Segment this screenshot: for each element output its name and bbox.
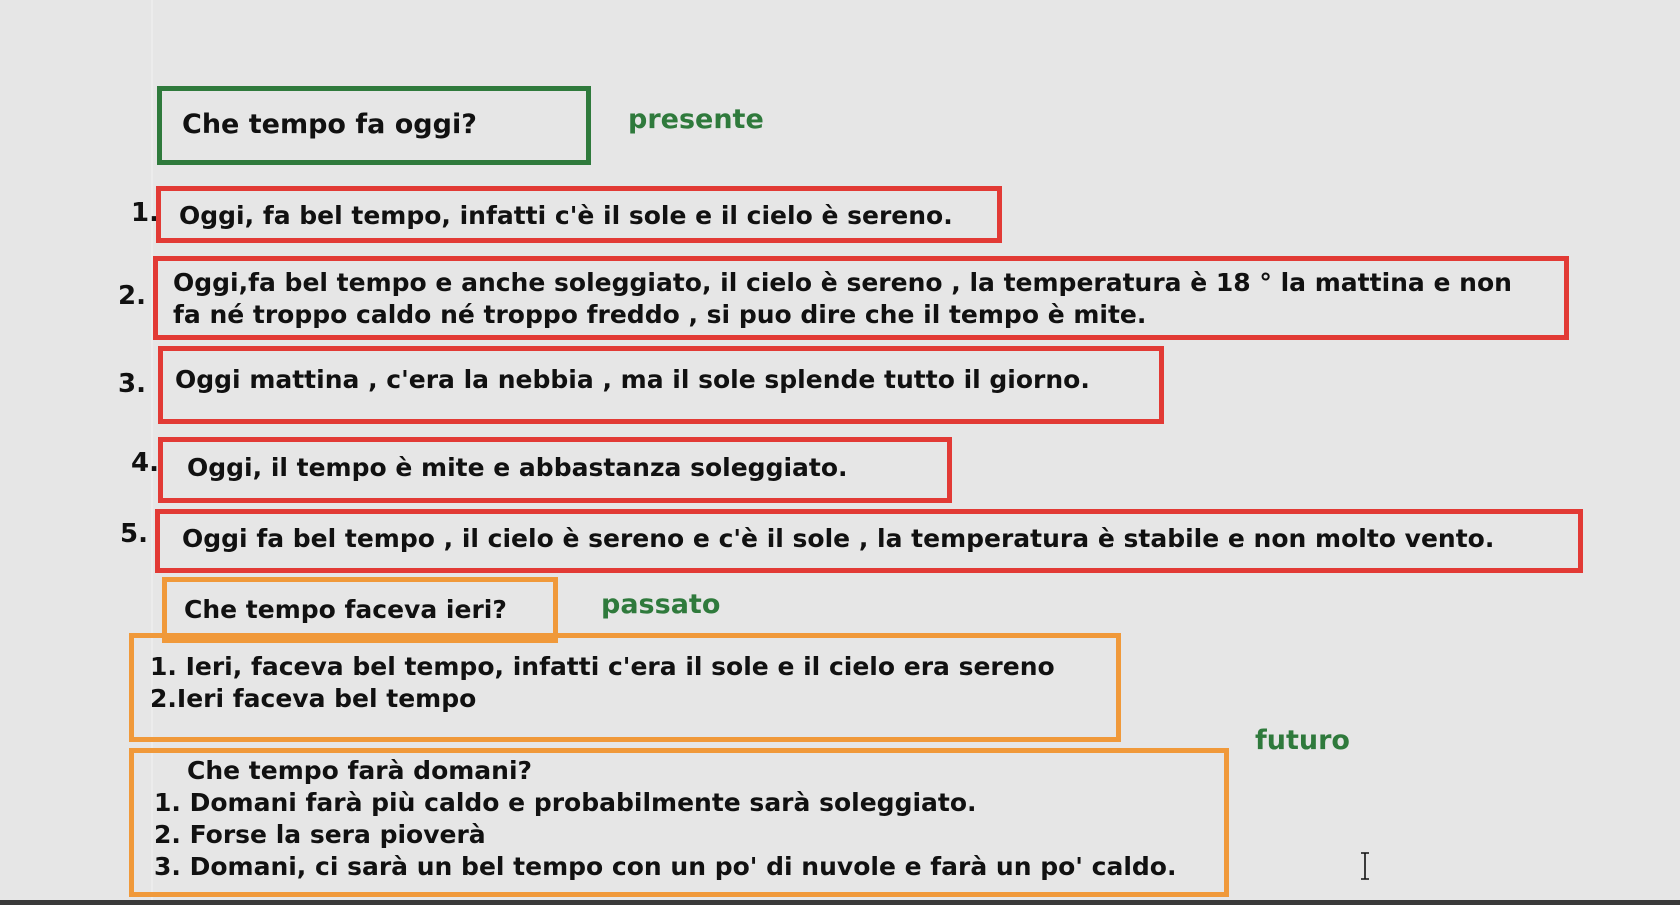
answer-5-line-1: Oggi fa bel tempo , il cielo è sereno e c'è il sole , la temperatura è stabile e non molto vento. [182,524,1495,553]
futuro-line-2: 2. Forse la sera pioverà [154,820,486,849]
answer-1-line-1: Oggi, fa bel tempo, infatti c'è il sole e il cielo è sereno. [179,201,953,230]
answer-2-line-2: fa né troppo caldo né troppo freddo , si puo dire che il tempo è mite. [173,300,1147,329]
answers-box-passato [129,633,1121,742]
answer-4-line-1: Oggi, il tempo è mite e abbastanza soleggiato. [187,453,848,482]
answer-box-1 [156,186,1002,243]
answer-number-5: 5. [120,519,148,549]
answer-number-3: 3. [118,369,146,399]
answer-2-line-1: Oggi,fa bel tempo e anche soleggiato, il cielo è sereno , la temperatura è 18 ° la mattina e non [173,268,1512,297]
question-futuro: Che tempo farà domani? [187,756,533,785]
answer-number-2: 2. [118,281,146,311]
answer-box-2 [153,256,1569,340]
futuro-line-1: 1. Domani farà più caldo e probabilmente sarà soleggiato. [154,788,977,817]
answer-box-3 [158,346,1164,424]
tag-passato: passato [601,589,721,620]
text-cursor-icon [1358,852,1372,880]
question-presente: Che tempo fa oggi? [182,109,477,140]
answer-box-4 [158,437,952,503]
question-box-presente [157,86,591,165]
answer-number-4: 4. [131,448,159,478]
answer-box-5 [155,509,1583,573]
tag-presente: presente [628,104,764,135]
tag-futuro: futuro [1255,725,1350,756]
answer-number-1: 1. [131,198,159,228]
passato-line-2: 2.Ieri faceva bel tempo [150,684,477,713]
passato-line-1: 1. Ieri, faceva bel tempo, infatti c'era il sole e il cielo era sereno [150,652,1055,681]
question-passato: Che tempo faceva ieri? [184,595,507,624]
bottom-bar [0,900,1680,905]
futuro-line-3: 3. Domani, ci sarà un bel tempo con un po' di nuvole e farà un po' caldo. [154,852,1177,881]
box-futuro [129,748,1229,897]
answer-3-line-1: Oggi mattina , c'era la nebbia , ma il sole splende tutto il giorno. [175,365,1090,394]
